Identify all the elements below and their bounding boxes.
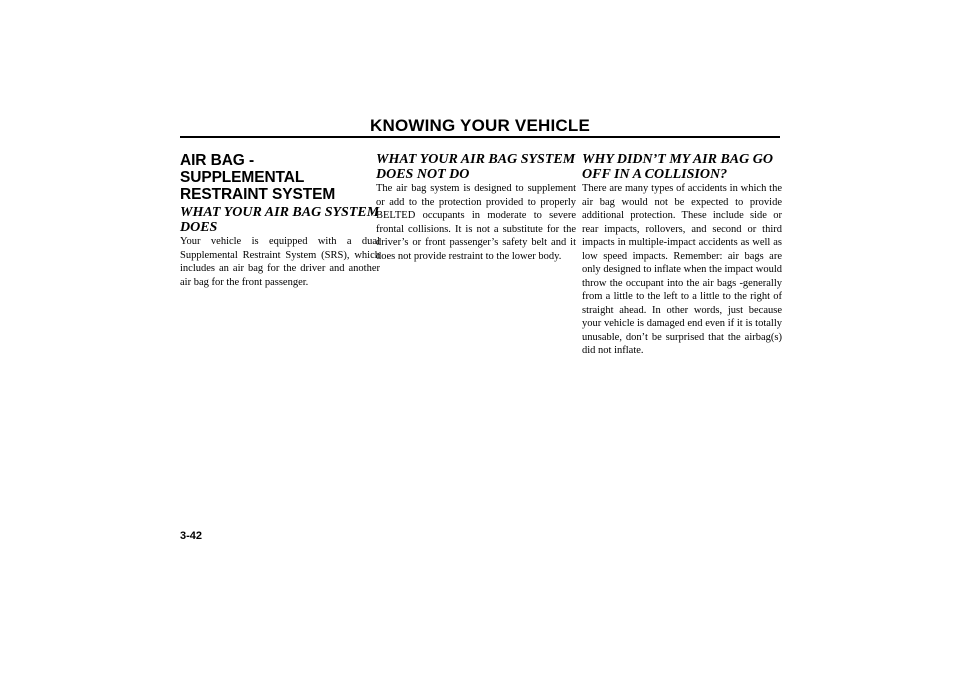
sub-heading-what-it-does: WHAT YOUR AIR BAG SYSTEM DOES bbox=[180, 205, 380, 235]
page-number: 3-42 bbox=[180, 530, 203, 542]
paragraph-why-didnt-deploy: There are many types of accidents in which the air bag would not be expected to provide additional protection. These include side or rear impacts, rollovers, and second or third impacts in multiple-impact accidents as well as low speed impacts. Remember: air bags are only designed to inflate when the impact would throw the occupant into the air bags -generally from a little to the left to a little to the right of straight ahead. In other words, just because your vehicle is damaged end even if it is totally unusable, don’t be surprised that the airbag(s) did not inflate. bbox=[582, 183, 782, 356]
section-title: KNOWING YOUR VEHICLE bbox=[370, 116, 590, 135]
paragraph-what-it-does-not-do: The air bag system is designed to supplement or add to the protection provided to properly BELTED occupants in moderate to severe frontal collisions. It is not a substitute for the driver’s or front passenger’s safety belt and it does not provide restraint to the lower body. bbox=[376, 183, 576, 262]
column-airbag-intro bbox=[180, 152, 380, 289]
column-what-it-does-not-do bbox=[376, 152, 576, 263]
column-why-didnt-deploy bbox=[582, 152, 782, 358]
paragraph-what-it-does: Your vehicle is equipped with a dual Supplemental Restraint System (SRS), which includes an air bag for the driver and another air bag for the front passenger. bbox=[180, 236, 380, 288]
sub-heading-why-didnt-deploy: WHY DIDN’T MY AIR BAG GO OFF IN A COLLISION? bbox=[582, 152, 773, 182]
header-divider bbox=[180, 136, 780, 138]
sub-heading-what-it-does-not-do: WHAT YOUR AIR BAG SYSTEM DOES NOT DO bbox=[376, 152, 576, 182]
main-heading: AIR BAG - SUPPLEMENTAL RESTRAINT SYSTEM bbox=[180, 152, 336, 203]
